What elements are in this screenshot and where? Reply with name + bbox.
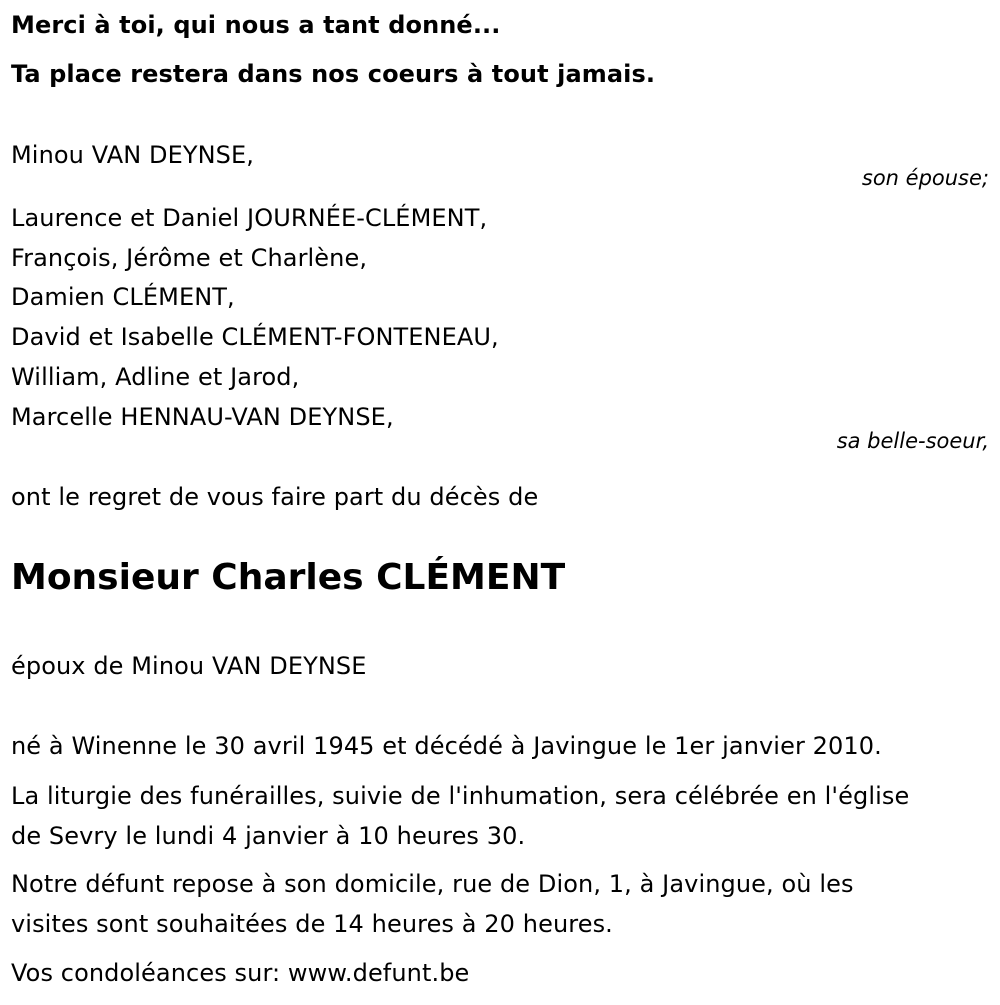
visit-line-2: visites sont souhaitées de 14 heures à 20 heures. xyxy=(11,910,613,938)
family-member: Marcelle HENNAU-VAN DEYNSE, xyxy=(11,403,394,431)
deceased-name: Monsieur Charles CLÉMENT xyxy=(11,557,566,598)
birth-death-line: né à Winenne le 30 avril 1945 et décédé à Javingue le 1er janvier 2010. xyxy=(11,732,882,760)
funeral-line-1: La liturgie des funérailles, suivie de l'inhumation, sera célébrée en l'église xyxy=(11,782,910,810)
visit-line-1: Notre défunt repose à son domicile, rue de Dion, 1, à Javingue, où les xyxy=(11,870,854,898)
deceased-spouse-line: époux de Minou VAN DEYNSE xyxy=(11,652,367,680)
family-member: William, Adline et Jarod, xyxy=(11,363,300,391)
funeral-line-2: de Sevry le lundi 4 janvier à 10 heures 30. xyxy=(11,822,526,850)
family-member: Laurence et Daniel JOURNÉE-CLÉMENT, xyxy=(11,204,488,232)
family-member: François, Jérôme et Charlène, xyxy=(11,244,368,272)
family-member: Damien CLÉMENT, xyxy=(11,283,235,311)
header-line-1: Merci à toi, qui nous a tant donné... xyxy=(11,11,501,39)
announcement: ont le regret de vous faire part du décès de xyxy=(11,483,539,511)
spouse-name: Minou VAN DEYNSE, xyxy=(11,141,254,169)
spouse-role: son épouse; xyxy=(861,166,989,190)
sister-in-law-role: sa belle-soeur, xyxy=(836,429,989,453)
condolences-line: Vos condoléances sur: www.defunt.be xyxy=(11,959,470,987)
header-line-2: Ta place restera dans nos coeurs à tout jamais. xyxy=(11,60,656,88)
family-member: David et Isabelle CLÉMENT-FONTENEAU, xyxy=(11,323,499,351)
